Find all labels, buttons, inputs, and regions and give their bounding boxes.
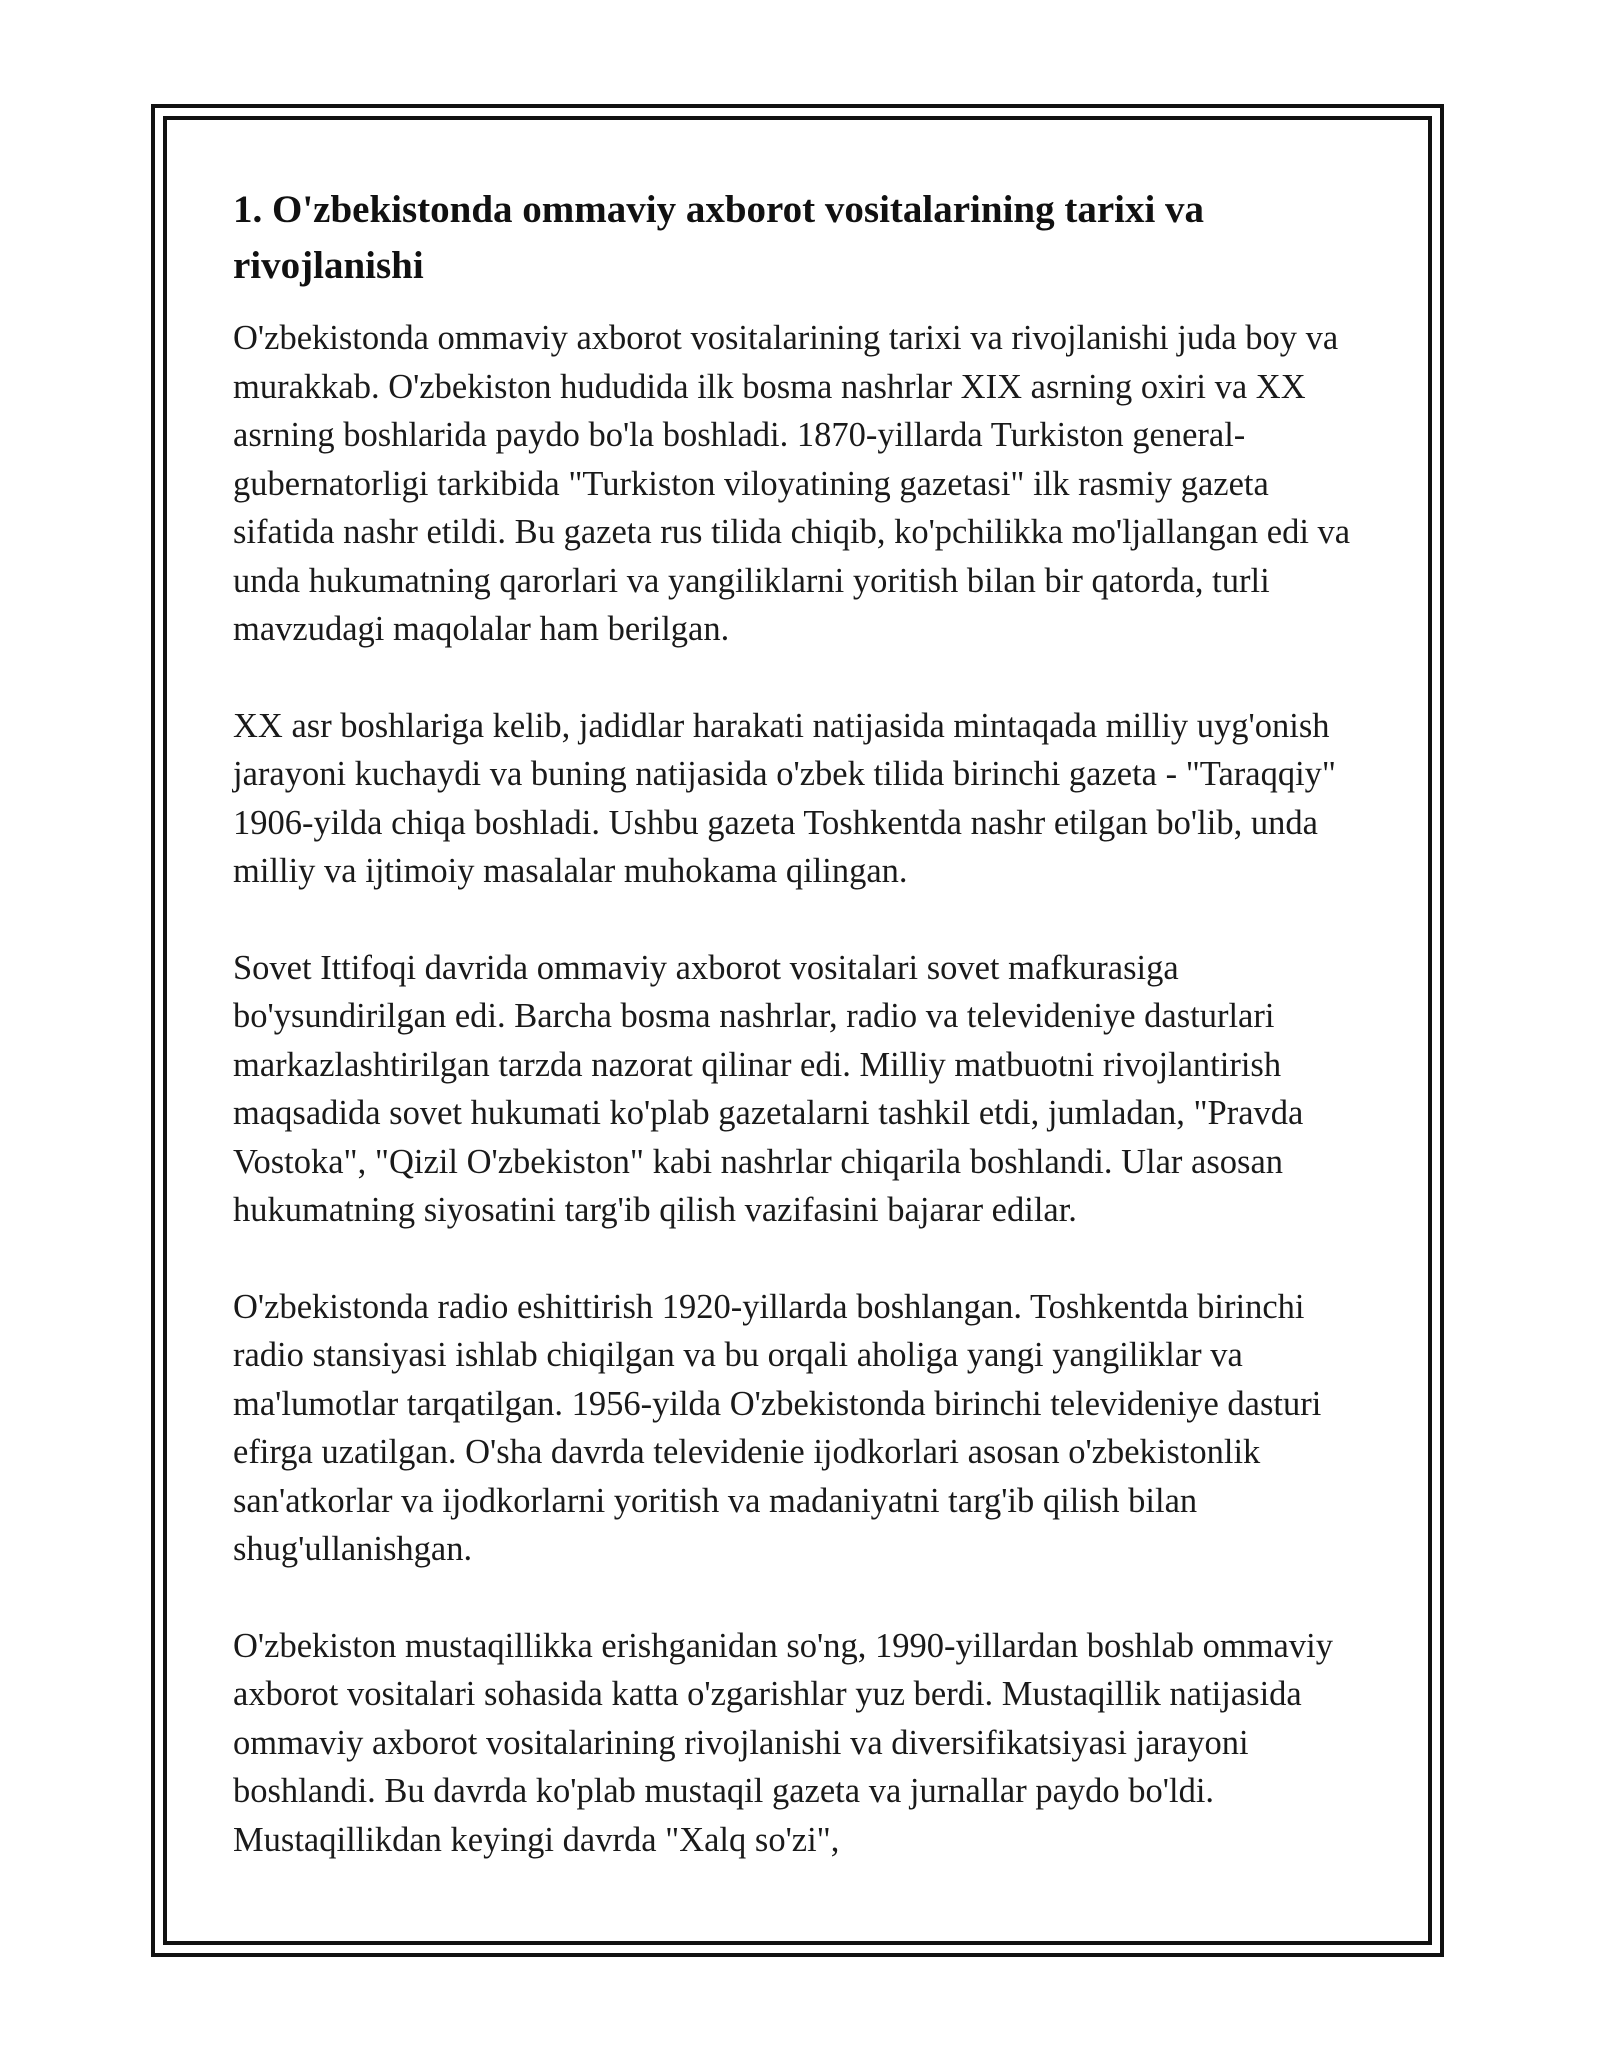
paragraph-2: XX asr boshlariga kelib, jadidlar harakati natijasida mintaqada milliy uyg'onish jarayoni kuchaydi va buning natijasida o'zbek tilida birinchi gazeta - "Taraqqiy" 1906-yilda chiqa boshladi. Ushbu gazeta Toshkentda nashr etilgan bo'lib, unda milliy va ijtimoiy masalalar muhokama qilingan. — [233, 706, 1337, 890]
document-body — [233, 182, 1373, 1912]
paragraph-1: O'zbekistonda ommaviy axborot vositalarining tarixi va rivojlanishi juda boy va murakkab. O'zbekiston hududida ilk bosma nashrlar XIX asrning oxiri va XX asrning boshlarida paydo bo'la boshladi. 1870-yillarda Turkiston general-gubernatorligi tarkibida "Turkiston viloyatining gazetasi" ilk rasmiy gazeta sifatida nashr etildi. Bu gazeta rus tilida chiqib, ko'pchilikka mo'ljallangan edi va unda hukumatning qarorlari va yangiliklarni yoritish bilan bir qatorda, turli mavzudagi maqolalar ham berilgan. — [233, 319, 1351, 648]
paragraph-5: O'zbekiston mustaqillikka erishganidan so'ng, 1990-yillardan boshlab ommaviy axborot vositalari sohasida katta o'zgarishlar yuz berdi. Mustaqillik natijasida ommaviy axborot vositalarining rivojlanishi va diversifikatsiyasi jarayoni boshlandi. Bu davrda ko'plab mustaqil gazeta va jurnallar paydo bo'ldi. Mustaqillikdan keyingi davrda "Xalq so'zi", — [233, 1626, 1333, 1859]
paragraph-4: O'zbekistonda radio eshittirish 1920-yillarda boshlangan. Toshkentda birinchi radio stansiyasi ishlab chiqilgan va bu orqali aholiga yangi yangiliklar va ma'lumotlar tarqatilgan. 1956-yilda O'zbekistonda birinchi televideniye dasturi efirga uzatilgan. O'sha davrda televidenie ijodkorlari asosan o'zbekistonlik san'atkorlar va ijodkorlarni yoritish va madaniyatni targ'ib qilish bilan shug'ullanishgan. — [233, 1287, 1322, 1568]
section-title: 1. O'zbekistonda ommaviy axborot vositalarining tarixi va rivojlanishi — [233, 188, 1205, 287]
paragraph-3: Sovet Ittifoqi davrida ommaviy axborot vositalari sovet mafkurasiga bo'ysundirilgan edi. Barcha bosma nashrlar, radio va televideniye dasturlari markazlashtirilgan tarzda nazorat qilinar edi. Milliy matbuotni rivojlantirish maqsadida sovet hukumati ko'plab gazetalarni tashkil etdi, jumladan, "Pravda Vostoka", "Qizil O'zbekiston" kabi nashrlar chiqarila boshlandi. Ular asosan hukumatning siyosatini targ'ib qilish vazifasini bajarar edilar. — [233, 948, 1304, 1229]
